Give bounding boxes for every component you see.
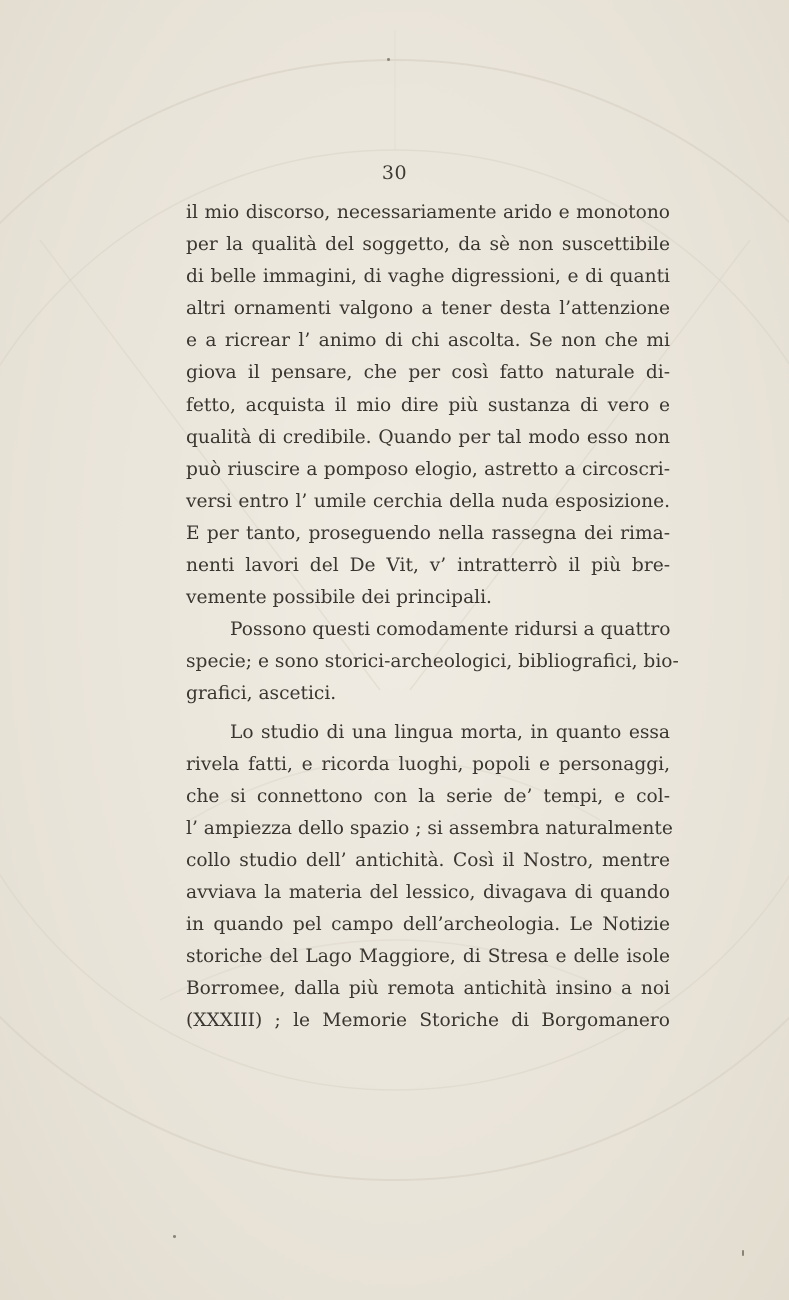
paragraph xyxy=(186,717,673,1038)
text-line: il mio discorso, necessariamente arido e monotono xyxy=(186,202,670,223)
text-line: e a ricrear l’ animo di chi ascolta. Se non che mi xyxy=(186,330,670,352)
text-line: collo studio dell’ antichità. Così il Nostro, mentre xyxy=(186,849,670,871)
text-line: nenti lavori del De Vit, v’ intratterrò il più bre- xyxy=(186,555,670,577)
text-line: può riuscire a pomposo elogio, astretto a circoscri- xyxy=(186,458,670,480)
text-line: fetto, acquista il mio dire più sustanza di vero e xyxy=(186,394,670,416)
text-line: grafici, ascetici. xyxy=(186,683,337,705)
ink-speck xyxy=(387,58,390,61)
text-line: Lo studio di una lingua morta, in quanto essa xyxy=(230,721,670,743)
page-number: 30 xyxy=(381,162,408,184)
text-line: (XXXIII) ; le Memorie Storiche di Borgomanero xyxy=(186,1010,670,1032)
ink-speck xyxy=(742,1250,744,1256)
text-line: di belle immagini, di vaghe digressioni, e di quanti xyxy=(186,266,670,288)
text-line: l’ ampiezza dello spazio ; si assembra naturalmente xyxy=(186,817,673,839)
paragraph xyxy=(186,197,670,614)
text-line: in quando pel campo dell’archeologia. Le Notizie xyxy=(186,914,670,936)
text-line: altri ornamenti valgono a tener desta l’attenzione xyxy=(186,298,670,320)
text-line: versi entro l’ umile cerchia della nuda esposizione. xyxy=(186,490,670,512)
text-line: avviava la materia del lessico, divagava di quando xyxy=(186,881,670,903)
text-line: Possono questi comodamente ridursi a quattro xyxy=(230,619,671,641)
text-line: per la qualità del soggetto, da sè non suscettibile xyxy=(186,234,670,256)
ink-speck xyxy=(173,1235,176,1238)
body-text xyxy=(186,197,679,1037)
text-line: specie; e sono storici-archeologici, bibliografici, bio- xyxy=(186,651,679,673)
text-line: vemente possibile dei principali. xyxy=(186,587,492,609)
text-line: E per tanto, proseguendo nella rassegna dei rima- xyxy=(186,522,670,544)
text-line: rivela fatti, e ricorda luoghi, popoli e personaggi, xyxy=(186,753,670,775)
paragraph xyxy=(186,614,679,710)
text-line: qualità di credibile. Quando per tal modo esso non xyxy=(186,426,670,448)
text-line: giova il pensare, che per così fatto naturale di- xyxy=(186,362,670,384)
text-line: storiche del Lago Maggiore, di Stresa e delle isole xyxy=(186,946,670,968)
text-line: che si connettono con la serie de’ tempi, e col- xyxy=(186,785,670,807)
text-line: Borromee, dalla più remota antichità insino a noi xyxy=(186,978,670,1000)
